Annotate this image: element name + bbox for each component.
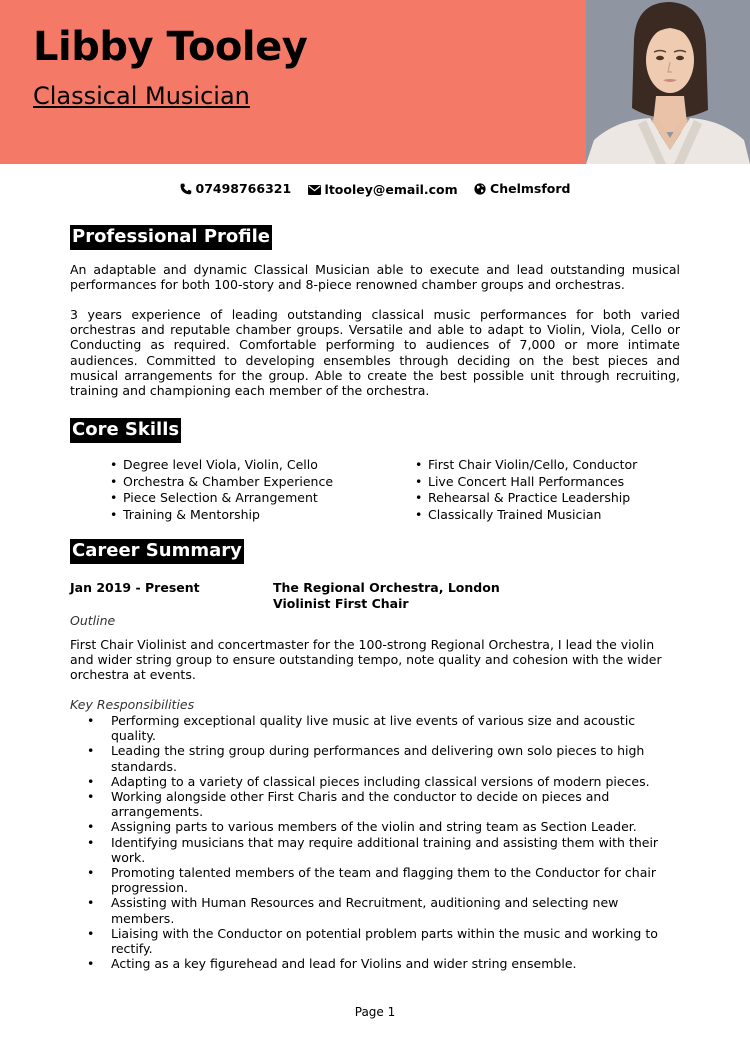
skill-item: • Orchestra & Chamber Experience bbox=[110, 474, 333, 491]
section-heading-profile: Professional Profile bbox=[70, 225, 272, 250]
responsibility-item: • Performing exceptional quality live music at live events of various size and acoustic quality. bbox=[70, 713, 680, 743]
skill-item: • Training & Mentorship bbox=[110, 507, 333, 524]
skill-item: • First Chair Violin/Cello, Conductor bbox=[415, 457, 637, 474]
responsibility-item: • Assigning parts to various members of the violin and string team as Section Leader. bbox=[70, 819, 680, 834]
location-text: Chelmsford bbox=[490, 181, 571, 196]
candidate-title: Classical Musician bbox=[33, 82, 250, 110]
skill-item: • Rehearsal & Practice Leadership bbox=[415, 490, 637, 507]
email-address: ltooley@email.com bbox=[324, 182, 458, 197]
job-employer: The Regional Orchestra, London bbox=[273, 580, 500, 595]
responsibility-item: • Identifying musicians that may require additional training and assisting them with their work. bbox=[70, 835, 680, 865]
contact-bar bbox=[0, 181, 750, 198]
skill-item: • Classically Trained Musician bbox=[415, 507, 637, 524]
job-date: Jan 2019 - Present bbox=[70, 580, 200, 595]
profile-photo bbox=[586, 0, 750, 164]
contact-location bbox=[474, 181, 570, 196]
skill-item: • Piece Selection & Arrangement bbox=[110, 490, 333, 507]
phone-number: 07498766321 bbox=[195, 181, 292, 196]
skill-item: • Live Concert Hall Performances bbox=[415, 474, 637, 491]
responsibility-item: • Assisting with Human Resources and Recruitment, auditioning and selecting new members. bbox=[70, 895, 680, 925]
outline-label: Outline bbox=[70, 613, 116, 628]
profile-paragraph-1: An adaptable and dynamic Classical Musician able to execute and lead outstanding musical performances for both 100-story and 8-piece renowned chamber groups and orchestras. bbox=[70, 262, 680, 293]
job-heading bbox=[273, 580, 500, 612]
skills-list-left bbox=[110, 457, 333, 523]
contact-email[interactable] bbox=[308, 182, 458, 197]
responsibilities-label: Key Responsibilities bbox=[70, 697, 195, 712]
skills-list-right bbox=[415, 457, 637, 523]
section-heading-skills: Core Skills bbox=[70, 418, 181, 443]
responsibility-item: • Working alongside other First Charis and the conductor to decide on pieces and arrangements. bbox=[70, 789, 680, 819]
candidate-name: Libby Tooley bbox=[33, 24, 308, 70]
skill-item: • Degree level Viola, Violin, Cello bbox=[110, 457, 333, 474]
envelope-icon bbox=[308, 185, 321, 195]
page-number: Page 1 bbox=[354, 1005, 396, 1019]
responsibility-item: • Leading the string group during performances and delivering own solo pieces to high standards. bbox=[70, 743, 680, 773]
responsibility-item: • Promoting talented members of the team and flagging them to the Conductor for chair progression. bbox=[70, 865, 680, 895]
section-heading-career: Career Summary bbox=[70, 539, 244, 564]
contact-phone[interactable] bbox=[180, 181, 292, 196]
responsibility-item: • Acting as a key figurehead and lead for Violins and wider string ensemble. bbox=[70, 956, 680, 971]
responsibility-item: • Liaising with the Conductor on potential problem parts within the music and working to rectify. bbox=[70, 926, 680, 956]
job-position: Violinist First Chair bbox=[273, 596, 409, 611]
responsibilities-list bbox=[70, 713, 680, 971]
phone-icon bbox=[180, 183, 192, 195]
resume-header bbox=[0, 0, 750, 164]
globe-icon bbox=[474, 183, 486, 195]
job-outline: First Chair Violinist and concertmaster for the 100-strong Regional Orchestra, I lead the violin and wider string group to ensure outstanding tempo, note quality and cohesion with the wider orchestra at events. bbox=[70, 637, 662, 683]
profile-paragraph-2: 3 years experience of leading outstanding classical music performances for both varied orchestras and reputable chamber groups. Versatile and able to adapt to Violin, Viola, Cello or Conducting as required. Comfortable performing to audiences of 7,000 or more intimate audiences. Committed to developing ensembles through deciding on the best pieces and musical arrangements for the group. Able to create the best possible unit through recruiting, training and championing each member of the orchestra. bbox=[70, 307, 680, 399]
responsibility-item: • Adapting to a variety of classical pieces including classical versions of modern pieces. bbox=[70, 774, 680, 789]
